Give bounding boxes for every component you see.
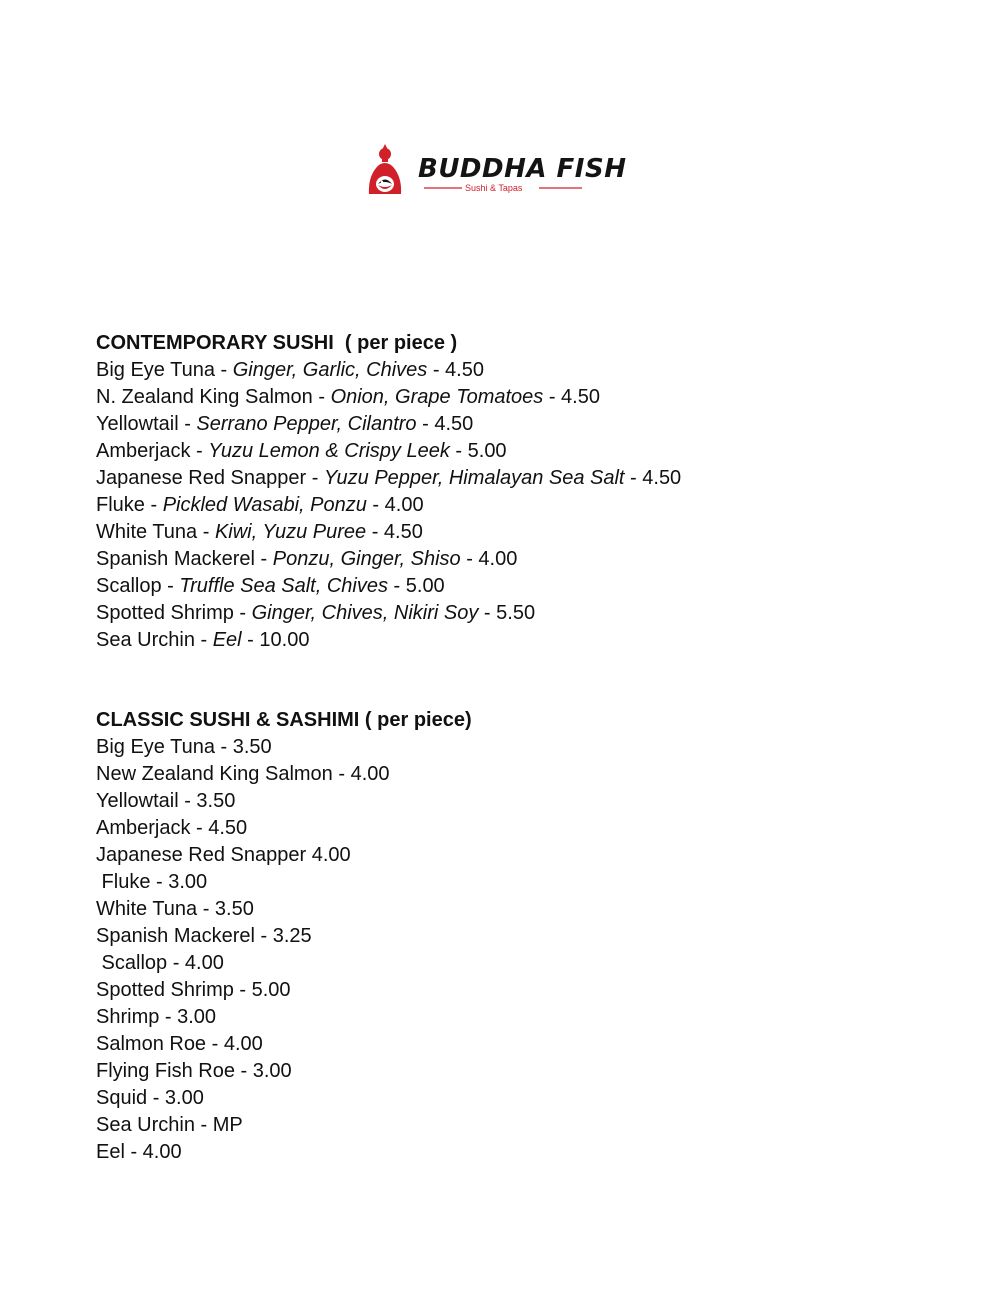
menu-item — [96, 384, 916, 411]
menu-item-description: Onion, Grape Tomatoes — [330, 386, 544, 408]
buddha-icon — [369, 144, 401, 194]
menu-item-price: - 4.50 — [543, 386, 600, 408]
section-title: CONTEMPORARY SUSHI ( per piece ) — [96, 332, 458, 354]
classic-sushi-sashimi-section — [96, 707, 916, 1166]
menu-item: Eel - 4.00 — [96, 1141, 182, 1163]
menu-item-price: - 5.50 — [478, 602, 536, 624]
menu-item-price: - 4.50 — [366, 521, 423, 543]
menu-item-description: Ginger, Garlic, Chives — [232, 359, 428, 381]
menu-item-name: Scallop - — [96, 575, 180, 597]
menu-item — [96, 600, 916, 627]
menu-item-price: - 5.00 — [449, 440, 507, 462]
menu-item: Japanese Red Snapper 4.00 — [96, 844, 351, 866]
menu-item-name: Yellowtail - — [96, 413, 197, 435]
menu-item: Amberjack - 4.50 — [96, 817, 248, 839]
menu-item-name: Amberjack - — [96, 440, 209, 462]
menu-item-price: - 4.50 — [624, 467, 682, 489]
menu-item-price: - 4.50 — [427, 359, 484, 381]
menu-item-name: Japanese Red Snapper - — [96, 467, 324, 489]
menu-item: New Zealand King Salmon - 4.00 — [96, 763, 390, 785]
menu-item-name: Sea Urchin - — [96, 629, 213, 651]
menu-item: Salmon Roe - 4.00 — [96, 1033, 263, 1055]
menu — [96, 330, 916, 1166]
menu-item-description: Truffle Sea Salt, Chives — [179, 575, 388, 597]
menu-item-name: Big Eye Tuna - — [96, 359, 233, 381]
menu-item — [96, 519, 916, 546]
menu-item-description: Ginger, Chives, Nikiri Soy — [251, 602, 479, 624]
contemporary-sushi-section — [96, 330, 916, 654]
menu-item — [96, 492, 916, 519]
menu-item-name: Spotted Shrimp - — [96, 602, 252, 624]
buddha-fish-logo — [366, 142, 627, 200]
menu-item-price: - 4.50 — [416, 413, 474, 435]
menu-item: Yellowtail - 3.50 — [96, 790, 236, 812]
menu-item: Sea Urchin - MP — [96, 1114, 243, 1136]
menu-item: Squid - 3.00 — [96, 1087, 204, 1109]
menu-item — [96, 438, 916, 465]
menu-item-description: Ponzu, Ginger, Shiso — [272, 548, 461, 570]
menu-item-description: Serrano Pepper, Cilantro — [196, 413, 417, 435]
menu-item — [96, 357, 916, 384]
menu-item-name: White Tuna - — [96, 521, 215, 543]
menu-item — [96, 546, 916, 573]
menu-item-name: Fluke - — [96, 494, 163, 516]
menu-item — [96, 627, 916, 654]
menu-item — [96, 411, 916, 438]
menu-item-price: - 5.00 — [387, 575, 445, 597]
menu-item-description: Yuzu Pepper, Himalayan Sea Salt — [323, 467, 625, 489]
logo-tagline: Sushi & Tapas — [465, 183, 523, 193]
menu-item-description: Pickled Wasabi, Ponzu — [162, 494, 367, 516]
menu-item: Spotted Shrimp - 5.00 — [96, 979, 291, 1001]
menu-item — [96, 465, 916, 492]
menu-item: Scallop - 4.00 — [96, 952, 224, 974]
menu-item-description: Eel — [212, 629, 242, 651]
menu-item-name: N. Zealand King Salmon - — [96, 386, 331, 408]
menu-item: White Tuna - 3.50 — [96, 898, 254, 920]
menu-item: Spanish Mackerel - 3.25 — [96, 925, 312, 947]
menu-item-name: Spanish Mackerel - — [96, 548, 273, 570]
menu-item — [96, 573, 916, 600]
section-title: CLASSIC SUSHI & SASHIMI ( per piece) — [96, 709, 472, 731]
menu-item-price: - 4.00 — [366, 494, 424, 516]
menu-item-description: Kiwi, Yuzu Puree — [214, 521, 367, 543]
menu-item: Fluke - 3.00 — [96, 871, 208, 893]
menu-item: Shrimp - 3.00 — [96, 1006, 217, 1028]
menu-item-price: - 10.00 — [241, 629, 310, 651]
menu-item: Flying Fish Roe - 3.00 — [96, 1060, 292, 1082]
logo-name: BUDDHA FISH — [418, 154, 627, 184]
menu-item-description: Yuzu Lemon & Crispy Leek — [208, 440, 450, 462]
menu-item-price: - 4.00 — [460, 548, 518, 570]
menu-item: Big Eye Tuna - 3.50 — [96, 736, 272, 758]
